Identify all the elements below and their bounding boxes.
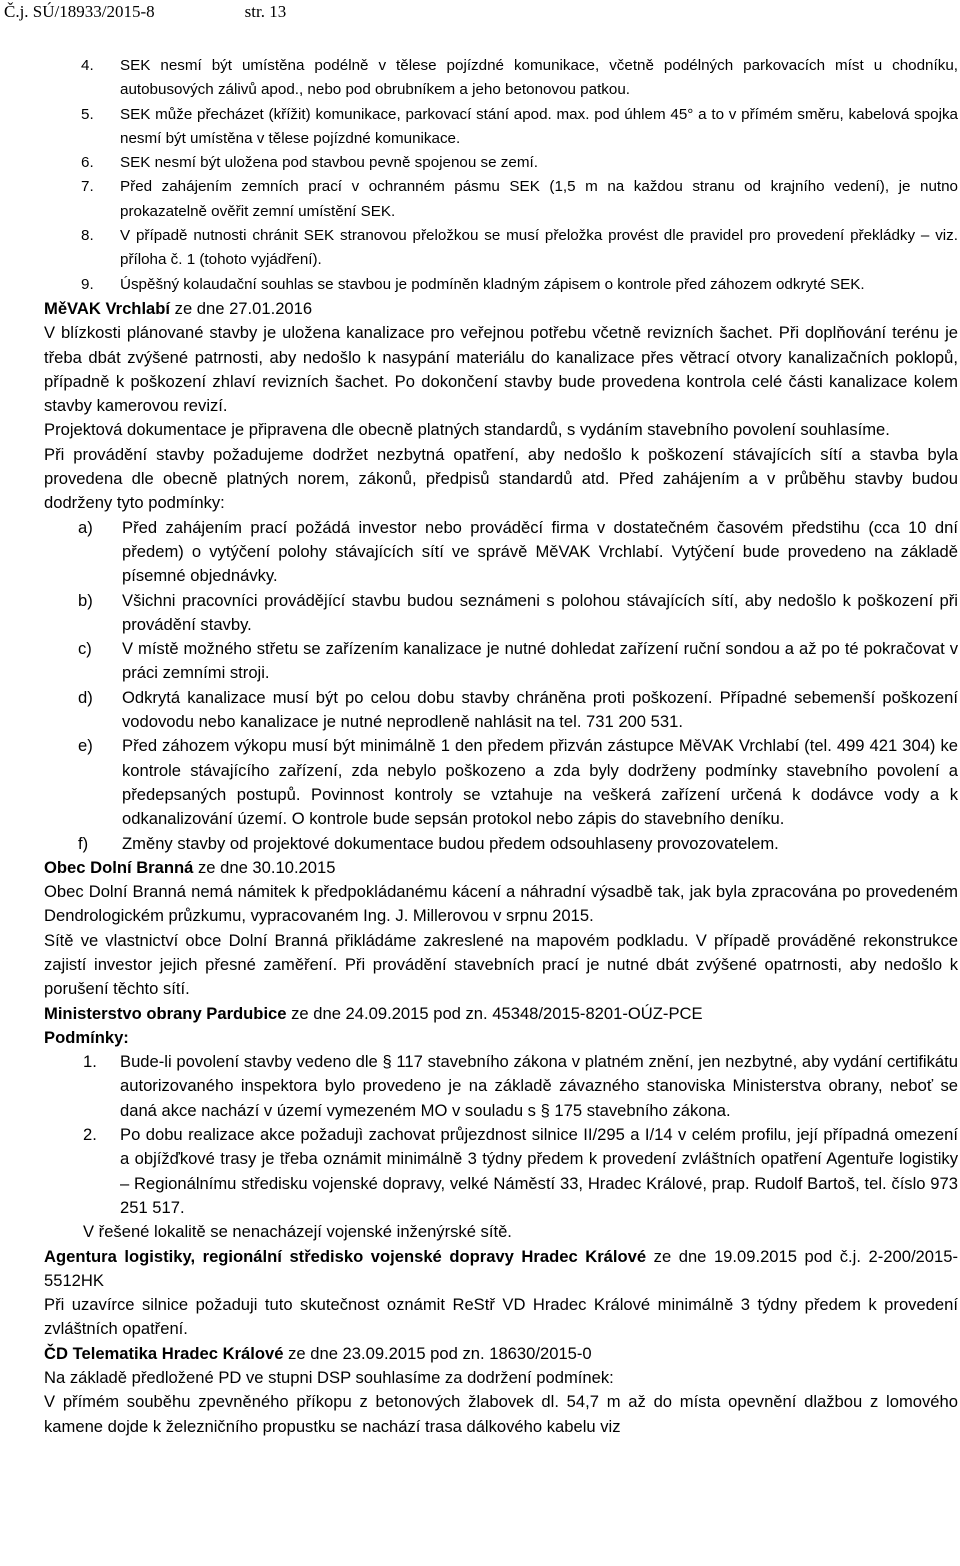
heading-org: MěVAK Vrchlabí <box>44 298 171 318</box>
paragraph: Sítě ve vlastnictví obce Dolní Branná přikládáme zakreslené na mapovém podkladu. V případě prováděné rekonstrukce zajistí investor jejich přesné zaměření. Při provádění stavebních prací je nutné dbát zvýšené opatrnosti, aby nedošlo k porušení těchto sítí. <box>44 930 958 999</box>
item-number: 7. <box>81 178 94 196</box>
item-label: e) <box>78 736 93 756</box>
heading-date: ze dne 27.01.2016 <box>170 298 313 318</box>
item-text: Bude-li povolení stavby vedeno dle § 117 stavebního zákona v platném znění, jen nezbytné, aby vydání certifikátu autorizovaného inspektora bylo provedeno je na základě závazného stanoviska Ministerstva obrany, neboť se daná akce nachází v území vymezeném MO v souladu s § 175 stavebního zákona. <box>120 1052 958 1120</box>
paragraph: V blízkosti plánované stavby je uložena kanalizace pro veřejnou potřebu včetně revizních šachet. Při doplňování terénu je třeba dbát zvýšené patrnosti, aby nedošlo k nasypání materiálu do kanalizace přes větrací otvory kanalizačních poklopů, případně k poškození zhlaví revizních šachet. Po dokončení stavby bude provedena kontrola celé části kanalizace kolem stavby kamerovou revizí. <box>44 323 958 416</box>
item-text: SEK nesmí být umístěna podélně v tělese pojízdné komunikace, včetně podélných parkovacích míst u chodníku, autobusových zálivů apod., nebo pod obrubníkem a jeho betonovou patkou. <box>120 57 958 99</box>
page-header <box>4 2 286 22</box>
item-number: 5. <box>81 105 94 123</box>
item-number: 1. <box>83 1052 97 1072</box>
sek-conditions-list <box>44 54 958 297</box>
mevak-conditions-list <box>44 516 958 856</box>
paragraph: Při provádění stavby požadujeme dodržet nezbytná opatření, aby nedošlo k poškození stávajících sítí a stavba byla provedena dle obecně platných norem, zákonů, předpisů standardů atd. Před zahájením a v průběhu stavby budou dodrženy tyto podmínky: <box>44 444 958 513</box>
reference-number: Č.j. SÚ/18933/2015-8 <box>4 2 155 21</box>
paragraph: V řešené lokalitě se nenacházejí vojenské inženýrské sítě. <box>83 1222 512 1242</box>
paragraph: V přímém souběhu zpevněného příkopu z betonových žlabovek dl. 54,7 m až do místa opevnění dlažbou z lomového kamene dojde k železničního propustku se nachází trasa dálkového kabelu viz <box>44 1392 958 1436</box>
paragraph: Na základě předložené PD ve stupni DSP souhlasíme za dodržení podmínek: <box>44 1368 614 1388</box>
paragraph: Projektová dokumentace je připravena dle obecně platných standardů, s vydáním stavebního povolení souhlasíme. <box>44 420 890 440</box>
conditions-label: Podmínky: <box>44 1027 129 1047</box>
item-text: Všichni pracovníci provádějící stavbu budou seznámeni s polohou stávajících sítí, aby nedošlo k poškození při provádění stavby. <box>122 590 958 634</box>
section-heading-obec <box>44 856 958 880</box>
item-text: Úspěšný kolaudační souhlas se stavbou je podmíněn kladným zápisem o kontrole před záhozem odkryté SEK. <box>120 275 865 293</box>
item-text: Po dobu realizace akce požadujì zachovat průjezdnost silnice II/295 a I/14 v celém profilu, její případná omezení a objížďkové trasy je třeba oznámit minimálně 3 týdny předem k provedení zvláštních opatření Agentuře logistiky – Regionálnímu středisku vojenské dopravy, velké Náměstí 33, Hradec Králové, prap. Rudolf Bartoš, tel. číslo 973 251 517. <box>120 1125 958 1217</box>
item-label: f) <box>78 833 89 853</box>
section-heading-mevak <box>44 297 958 321</box>
item-number: 6. <box>81 154 94 172</box>
list-item <box>44 637 958 686</box>
item-text: Před zahájením prací požádá investor nebo prováděcí firma v dostatečném časovém předstihu (cca 10 dní předem) o vytýčení polohy stávajících sítí ve správě MěVAK Vrchlabí. Vytýčení bude provedeno na základě písemné objednávky. <box>122 517 958 586</box>
paragraph: Obec Dolní Branná nemá námitek k předpokládanému kácení a náhradní výsadbě tak, jak byla zpracována po provedeném Dendrologickém průzkumu, vypracovaném Ing. J. Millerovou v srpnu 2015. <box>44 882 958 926</box>
page-number: str. 13 <box>244 2 287 21</box>
list-item <box>44 734 958 831</box>
heading-org: Ministerstvo obrany Pardubice <box>44 1003 287 1023</box>
heading-date: ze dne 23.09.2015 pod zn. 18630/2015-0 <box>283 1343 592 1363</box>
item-number: 4. <box>81 57 94 74</box>
list-item <box>44 273 958 297</box>
item-label: d) <box>78 687 93 707</box>
list-item <box>44 54 958 103</box>
item-text: Odkrytá kanalizace musí být po celou dobu stavby chráněna proti poškození. Případné sebemenší poškození vodovodu nebo kanalizace je nutné neprodleně nahlásit na tel. 731 200 531. <box>122 687 958 732</box>
item-text: V místě možného střetu se zařízením kanalizace je nutné dohledat zařízení ruční sondou a až po té pokračovat v práci zemními stroji. <box>122 639 958 683</box>
item-text: Změny stavby od projektové dokumentace budou předem odsouhlaseny provozovatelem. <box>122 833 779 853</box>
list-item <box>44 686 958 735</box>
heading-org: ČD Telematika Hradec Králové <box>44 1343 284 1363</box>
item-text: SEK nesmí být uložena pod stavbou pevně spojenou se zemí. <box>120 154 538 172</box>
list-item <box>44 175 958 224</box>
list-item <box>44 589 958 638</box>
heading-org: Agentura logistiky, regionální středisko vojenské dopravy Hradec Králové <box>44 1246 647 1266</box>
item-text: V případě nutnosti chránit SEK stranovou přeložkou se musí přeložka provést dle pravidel pro provedení překládky – viz. příloha č. 1 (tohoto vyjádření). <box>120 227 958 269</box>
item-text: SEK může přecházet (křížit) komunikace, parkovací stání apod. max. pod úhlem 45° a to v přímém směru, kabelová spojka nesmí být umístěna v tělese pojízdné komunikace. <box>120 105 958 147</box>
heading-date: ze dne 30.10.2015 <box>193 857 336 877</box>
document-body <box>44 54 958 1439</box>
section-heading-cdt <box>44 1342 958 1366</box>
list-item <box>44 516 958 589</box>
item-text: Před záhozem výkopu musí být minimálně 1 den předem přizván zástupce MěVAK Vrchlabí (tel. 499 421 304) ke kontrole stávajícího zařízení, zda nebylo poškozeno a zda byly dodrženy podmínky stavebního povolení a předepsaných postupů. Povinnost kontroly se vztahuje na veškerá zařízení určená k dodávce vody a k odkanalizování území. O kontrole bude sepsán protokol nebo zápis do stavebního deníku. <box>122 736 958 829</box>
list-item <box>44 103 958 152</box>
mo-conditions-list <box>44 1050 958 1220</box>
item-number: 9. <box>81 275 94 293</box>
list-item <box>44 151 958 175</box>
section-heading-agentura <box>44 1245 958 1294</box>
item-label: c) <box>78 639 92 659</box>
heading-date: ze dne 19.09.2015 pod č.j. 2-200/2015-5512HK <box>44 1246 958 1290</box>
item-number: 2. <box>83 1125 97 1145</box>
item-text: Před zahájením zemních prací v ochranném pásmu SEK (1,5 m na každou stranu od krajního vedení), je nutno prokazatelně ověřit zemní umístění SEK. <box>120 178 958 220</box>
list-item <box>44 224 958 273</box>
heading-org: Obec Dolní Branná <box>44 857 194 877</box>
item-label: b) <box>78 590 93 610</box>
section-heading-mo <box>44 1002 958 1026</box>
heading-date: ze dne 24.09.2015 pod zn. 45348/2015-8201-OÚZ-PCE <box>286 1003 703 1023</box>
item-label: a) <box>78 517 93 537</box>
list-item <box>44 1123 958 1220</box>
item-number: 8. <box>81 227 94 245</box>
paragraph: Při uzavírce silnice požaduji tuto skutečnost oznámit ReStř VD Hradec Králové minimálně 3 týdny předem k provedení zvláštních opatření. <box>44 1295 958 1339</box>
list-item <box>44 1050 958 1123</box>
list-item <box>44 832 958 856</box>
